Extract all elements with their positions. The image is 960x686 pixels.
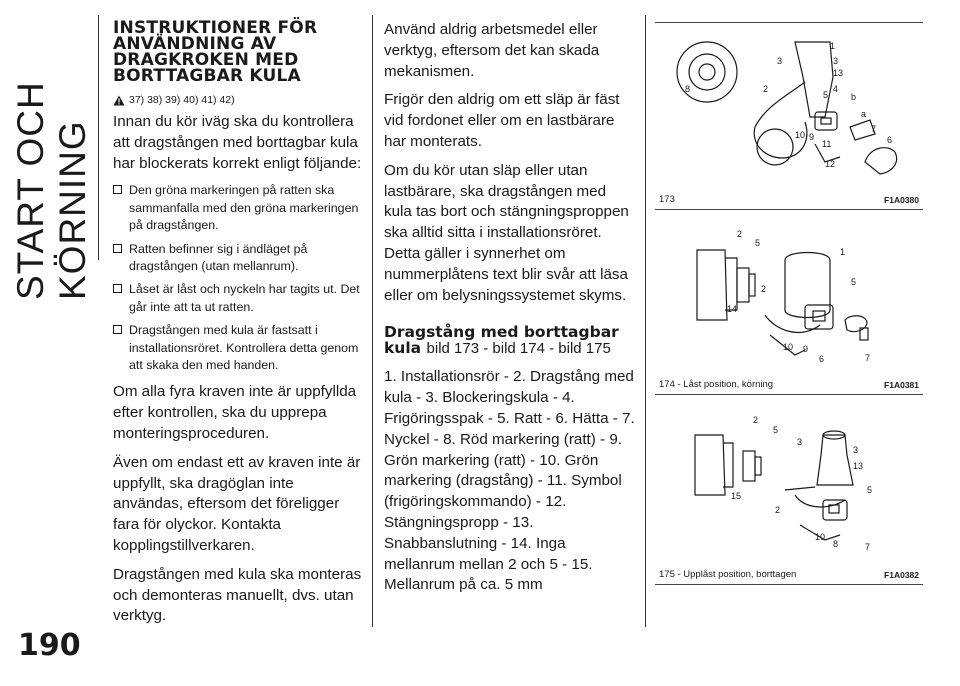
paragraph-manual: Dragstången med kula ska monteras och demonteras manuellt, dvs. utan verktyg. <box>113 565 362 625</box>
svg-text:3: 3 <box>853 445 859 455</box>
checkbox-icon <box>113 325 122 334</box>
figure-175-caption: 175 - Upplåst position, borttagen <box>659 569 797 580</box>
checklist-item <box>113 182 363 234</box>
svg-text:5: 5 <box>755 238 761 248</box>
svg-text:1: 1 <box>830 41 836 51</box>
checklist-item <box>113 241 363 276</box>
svg-text:4: 4 <box>833 84 839 94</box>
svg-text:7: 7 <box>871 124 877 134</box>
svg-text:3: 3 <box>777 56 783 66</box>
checkbox-icon <box>113 185 122 194</box>
subsection-heading <box>384 324 636 357</box>
paragraph-release: Frigör den aldrig om ett släp är fäst vid fordonet eller om en lastbärare har monterats. <box>384 91 620 150</box>
subsection-title: Dragstång med borttagbar kula <box>384 323 619 358</box>
paragraph-remove: Om du kör utan släp eller utan lastbärare, ska dragstången med kula tas bort och stängningsproppen ska alltid sitta i installationsröret. Detta gäller i synnerhet om nummerplåtens text blir svår att läsa eller om belysningssystemet skyms. <box>384 161 629 304</box>
paragraph-danger: Även om endast ett av kraven inte är uppfyllt, ska dragöglan inte användas, eftersom det föreligger fara för olyckor. Kontakta kopplingstillverkaren. <box>113 453 361 555</box>
checklist-item <box>113 322 363 374</box>
svg-text:2: 2 <box>763 84 769 94</box>
column-rule-1 <box>372 15 373 627</box>
svg-text:10: 10 <box>815 532 826 542</box>
page-number: 190 <box>18 628 81 663</box>
section-heading: INSTRUKTIONER FÖR ANVÄNDNING AV DRAGKROKEN MED BORTTAGBAR KULA <box>113 18 318 86</box>
figure-173-caption: 173 <box>659 194 675 205</box>
svg-text:13: 13 <box>853 461 864 471</box>
svg-text:15: 15 <box>731 491 742 501</box>
legend-paragraph: 1. Installationsrör - 2. Dragstång med kula - 3. Blockeringskula - 4. Frigöringsspak - 5. Ratt - 6. Hätta - 7. Nyckel - 8. Röd markering (ratt) - 9. Grön markering (ratt) - 10. Grön markering (dragstång) - 11. Symbol (frigöringskommando) - 12. Stängningspropp - 13. Snabbanslutning - 14. Inga mellanrum mellan 2 och 5 - 15. Mellanrum på ca. 5 mm <box>384 368 635 594</box>
svg-text:5: 5 <box>823 90 829 100</box>
figure-173-labels <box>685 41 892 169</box>
section-title: START OCH KÖRNING <box>10 81 93 300</box>
svg-text:a: a <box>861 109 867 119</box>
svg-text:3: 3 <box>797 437 803 447</box>
checklist-text: Den gröna markeringen på ratten ska sammanfalla med den gröna markeringen på dragstången. <box>129 183 359 233</box>
paragraph-repeat: Om alla fyra kraven inte är uppfyllda efter kontrollen, ska du upprepa monteringsproceduren. <box>113 383 357 443</box>
svg-text:6: 6 <box>887 135 893 145</box>
checklist <box>113 182 363 374</box>
svg-text:5: 5 <box>867 485 873 495</box>
subsection-figure-refs: bild 173 - bild 174 - bild 175 <box>426 340 611 358</box>
figure-175-labels <box>731 415 872 552</box>
svg-text:6: 6 <box>819 354 825 364</box>
column-1 <box>113 20 363 635</box>
svg-text:2: 2 <box>737 229 743 239</box>
svg-text:14: 14 <box>727 304 738 314</box>
figure-175-code: F1A0382 <box>884 570 919 580</box>
svg-text:12: 12 <box>825 159 836 169</box>
checklist-text: Ratten befinner sig i ändläget på dragstången (utan mellanrum). <box>129 241 308 274</box>
figure-174-code: F1A0381 <box>884 380 919 390</box>
checkbox-icon <box>113 284 122 293</box>
figure-174 <box>655 210 923 395</box>
checklist-text: Dragstången med kula är fastsatt i installationsröret. Kontrollera detta genom att skaka den med handen. <box>129 323 359 373</box>
svg-text:7: 7 <box>865 353 871 363</box>
intro-paragraph: Innan du kör iväg ska du kontrollera att dragstången med borttagbar kula har blockerats korrekt enligt följande: <box>113 113 362 172</box>
svg-text:11: 11 <box>822 139 832 149</box>
checklist-text: Låset är låst och nyckeln har tagits ut. Det går inte att ta ut ratten. <box>129 282 360 314</box>
figure-173-code: F1A0380 <box>884 195 919 205</box>
checkbox-icon <box>113 244 122 253</box>
svg-text:5: 5 <box>851 277 857 287</box>
svg-text:2: 2 <box>761 284 767 294</box>
column-rule-2 <box>645 15 646 627</box>
warning-triangle-icon <box>113 95 125 106</box>
checklist-item <box>113 281 363 316</box>
figure-173-illustration <box>655 22 923 192</box>
svg-text:5: 5 <box>773 425 779 435</box>
figure-174-illustration <box>655 210 923 378</box>
left-margin-rule <box>98 15 99 260</box>
column-2 <box>384 20 636 604</box>
svg-text:3: 3 <box>833 56 839 66</box>
figure-175-illustration <box>655 395 923 567</box>
svg-text:8: 8 <box>685 84 691 94</box>
svg-text:9: 9 <box>809 132 815 142</box>
svg-text:10: 10 <box>795 130 806 140</box>
svg-text:10: 10 <box>783 342 794 352</box>
svg-text:13: 13 <box>833 68 844 78</box>
paragraph-tools: Använd aldrig arbetsmedel eller verktyg, eftersom det kan skada mekanismen. <box>384 21 600 80</box>
warning-references <box>113 94 363 106</box>
svg-text:2: 2 <box>775 505 781 515</box>
svg-text:2: 2 <box>753 415 759 425</box>
svg-text:b: b <box>851 92 857 102</box>
svg-text:7: 7 <box>865 542 871 552</box>
warning-refs-text: 37) 38) 39) 40) 41) 42) <box>129 94 235 106</box>
figure-173 <box>655 22 923 210</box>
svg-text:9: 9 <box>803 344 809 354</box>
svg-text:8: 8 <box>833 539 839 549</box>
figure-175 <box>655 395 923 585</box>
svg-text:1: 1 <box>840 247 846 257</box>
figure-174-caption: 174 - Låst position, körning <box>659 379 774 390</box>
